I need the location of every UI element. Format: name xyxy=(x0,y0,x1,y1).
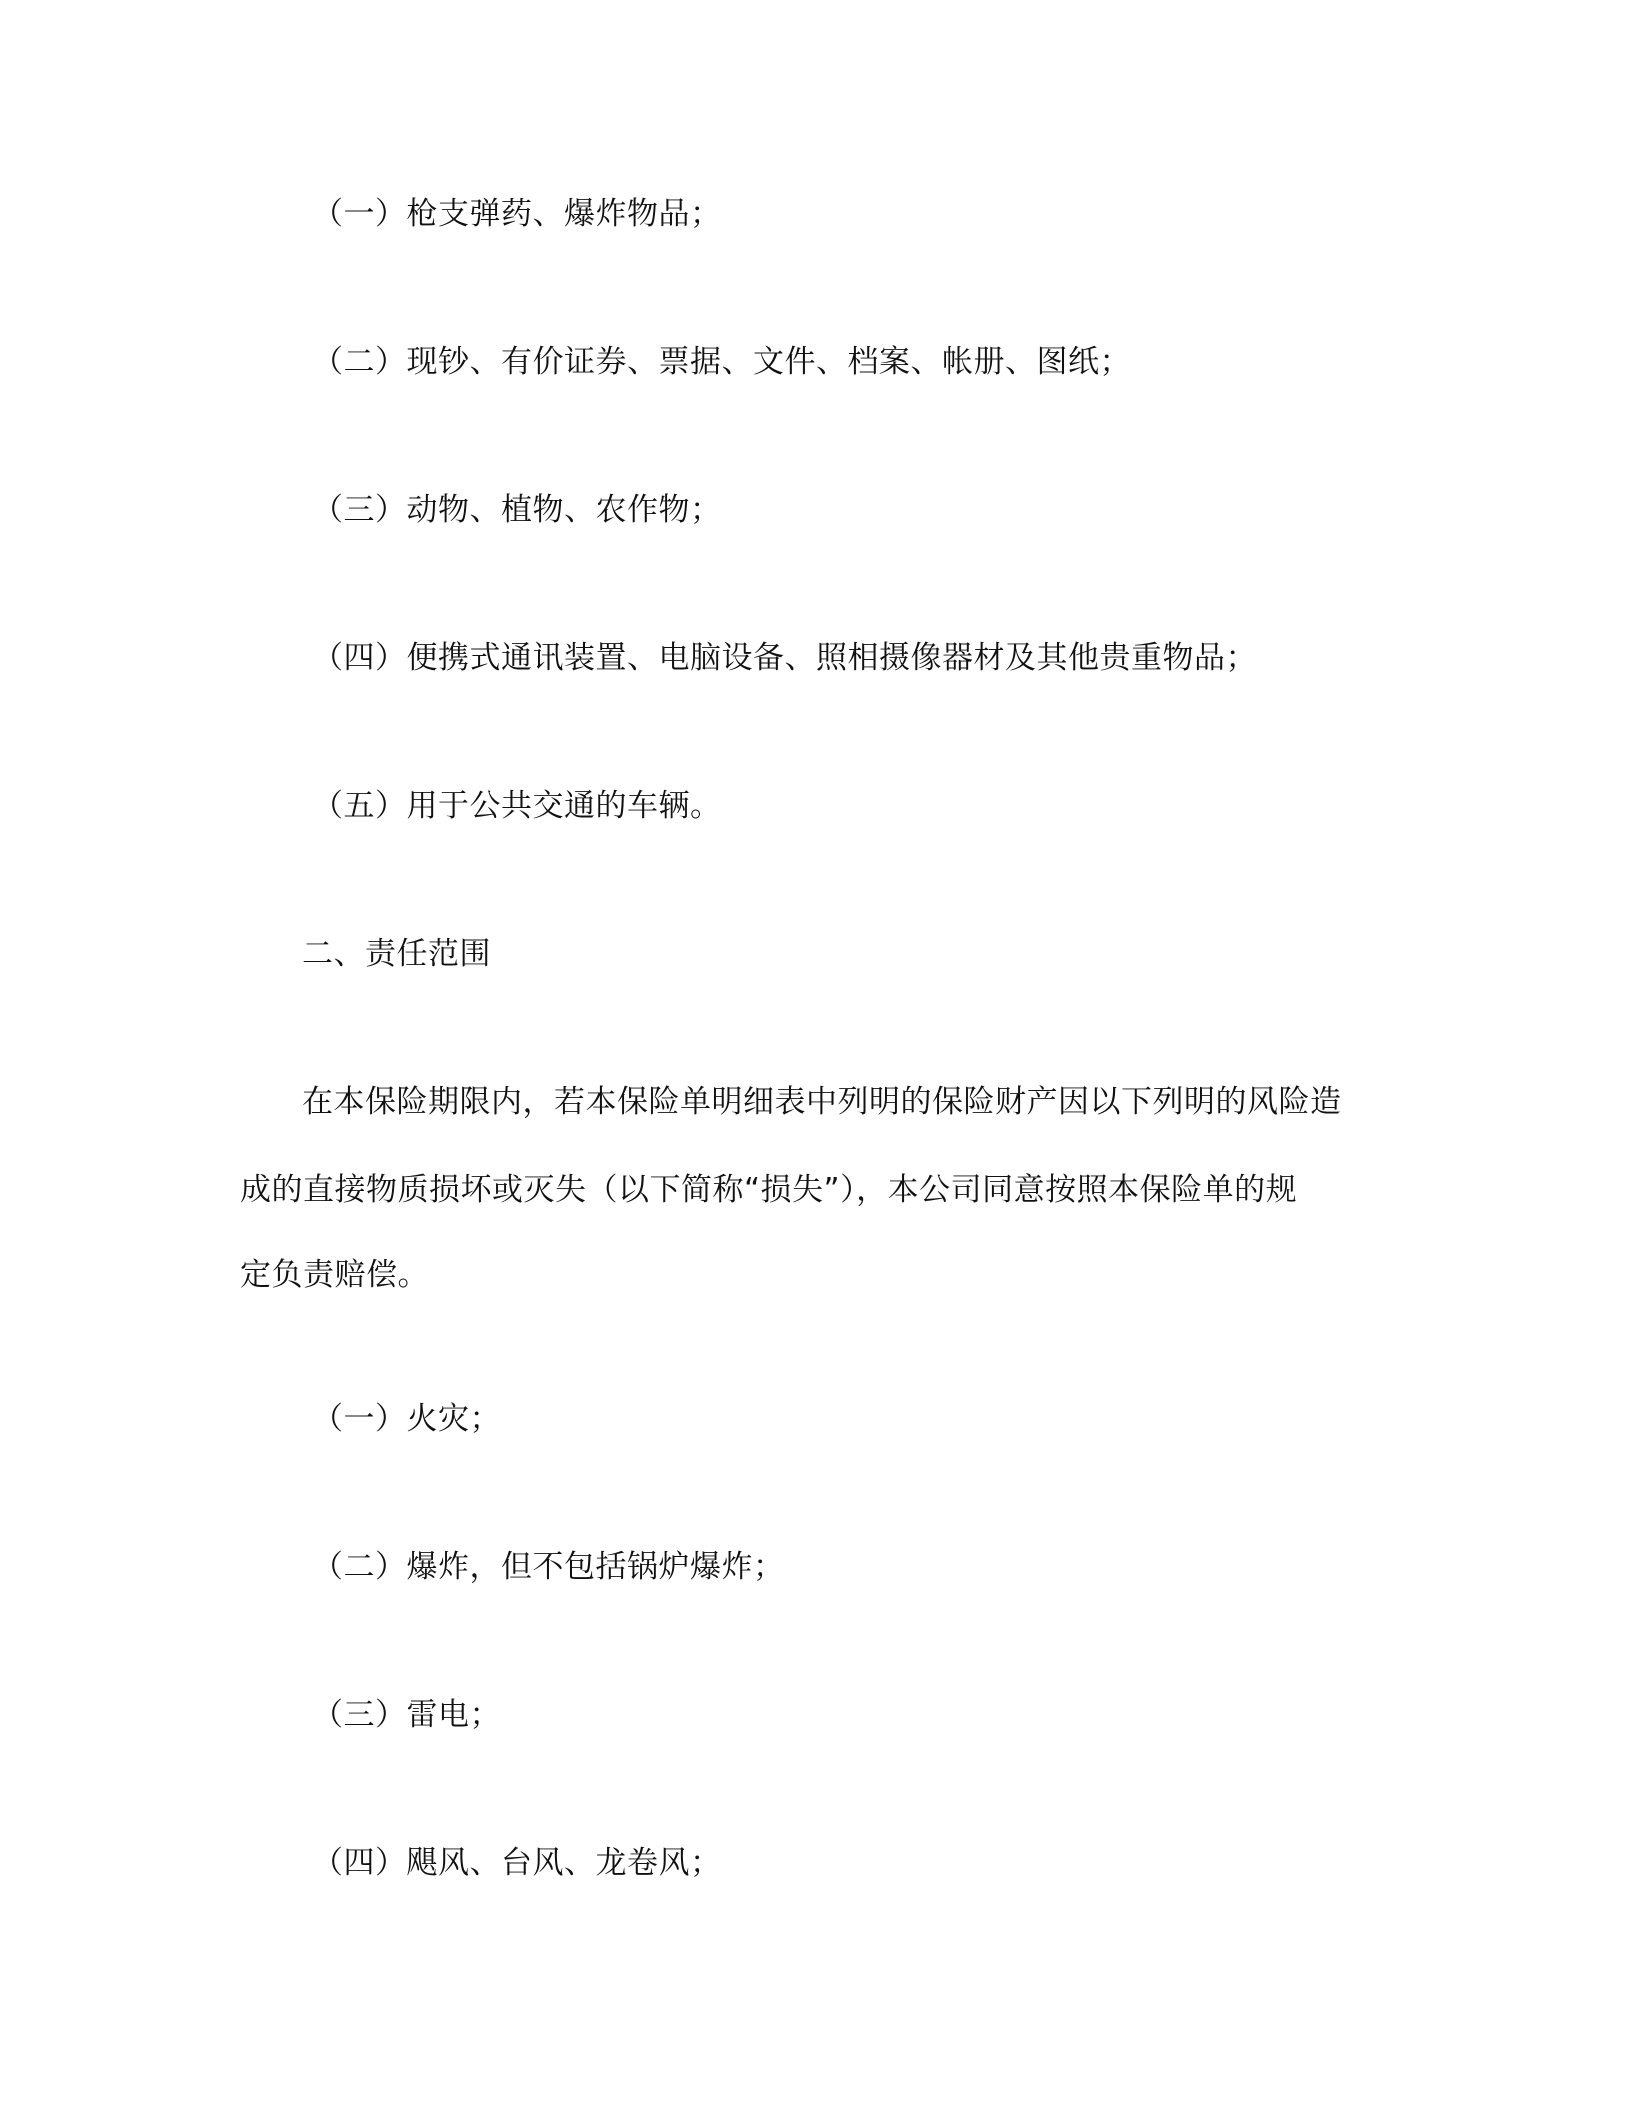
excluded-item-4: （四）便携式通讯装置、电脑设备、照相摄像器材及其他贵重物品； xyxy=(312,640,1257,676)
risk-item-2: （二）爆炸，但不包括锅炉爆炸； xyxy=(312,1549,785,1585)
risk-item-3: （三）雷电； xyxy=(312,1697,501,1733)
excluded-item-3: （三）动物、植物、农作物； xyxy=(312,492,722,528)
excluded-item-1: （一）枪支弹药、爆炸物品； xyxy=(312,196,722,232)
excluded-item-2: （二）现钞、有价证券、票据、文件、档案、帐册、图纸； xyxy=(312,344,1131,380)
section-intro-line-3: 定负责赔偿。 xyxy=(240,1257,429,1293)
risk-item-1: （一）火灾； xyxy=(312,1401,501,1437)
section-intro-line-2: 成的直接物质损坏或灭失（以下简称“损失”），本公司同意按照本保险单的规 xyxy=(240,1172,1298,1208)
section-intro-line-1: 在本保险期限内，若本保险单明细表中列明的保险财产因以下列明的风险造 xyxy=(302,1084,1342,1120)
section-heading: 二、责任范围 xyxy=(302,936,491,972)
excluded-item-5: （五）用于公共交通的车辆。 xyxy=(312,788,722,824)
risk-item-4: （四）飓风、台风、龙卷风； xyxy=(312,1845,722,1881)
